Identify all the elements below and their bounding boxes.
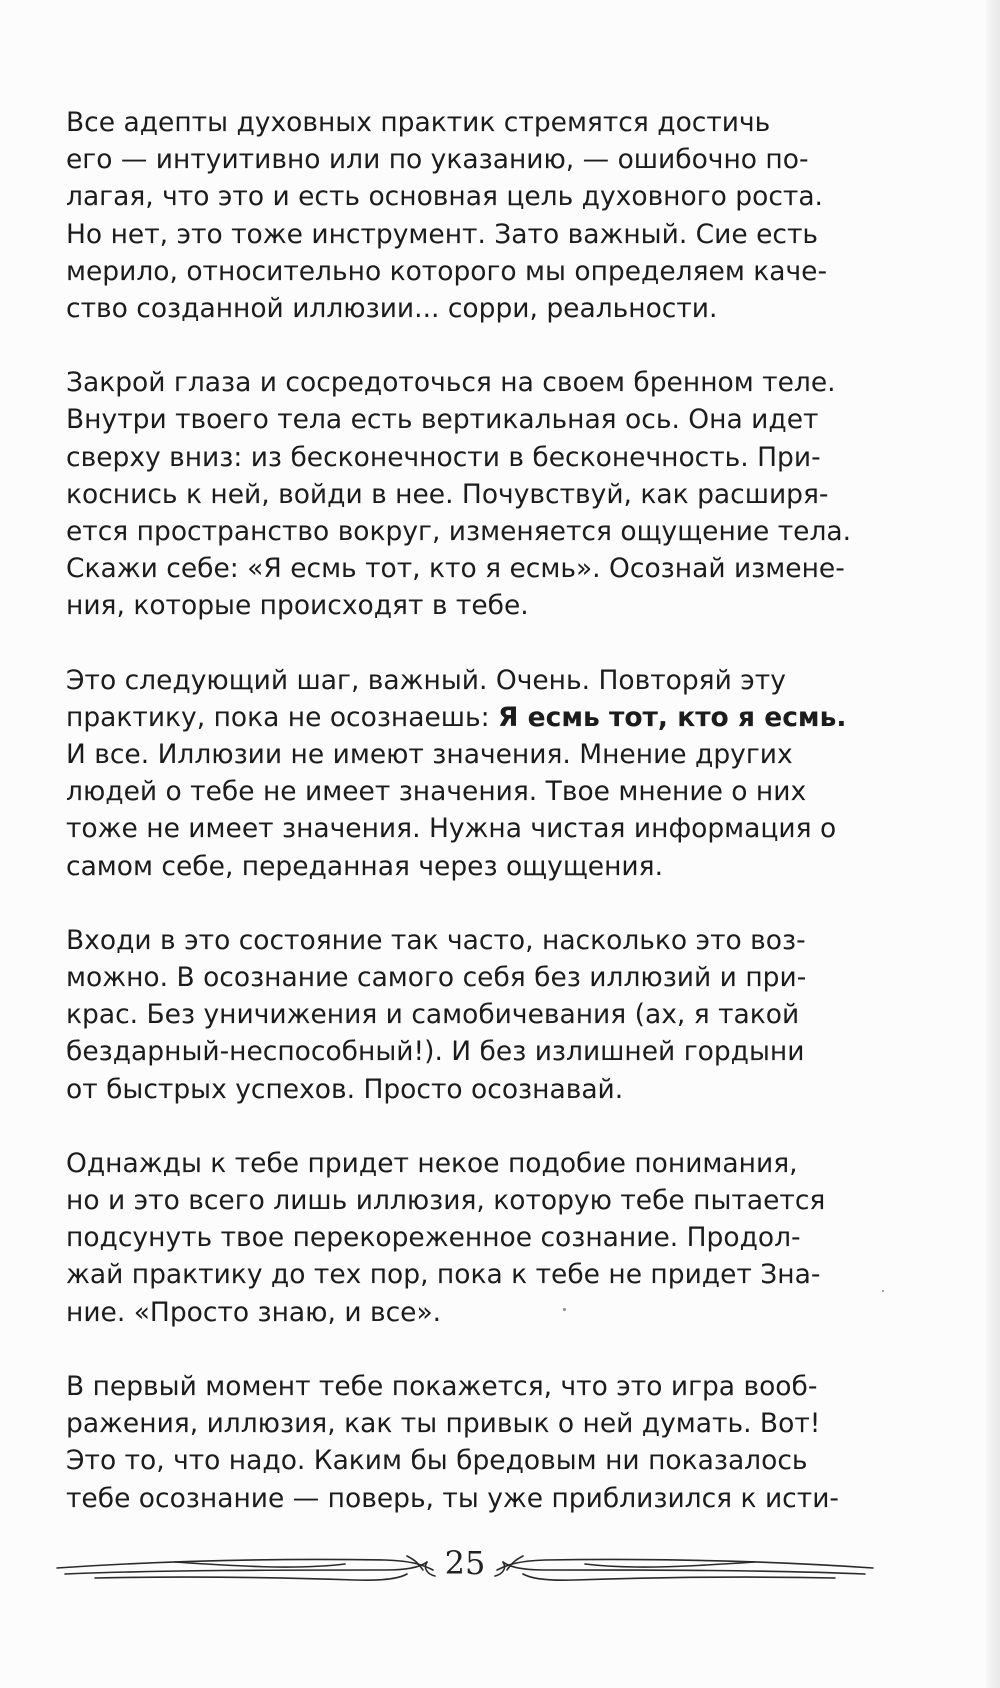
paragraph-3-text-start: Это следующий шаг, важный. Очень. Повторяй эту практику, пока не осознаешь:: [66, 664, 786, 733]
paragraph-5: Однажды к тебе придет некое подобие понимания, но и это всего лишь иллюзия, которую тебе пытается подсунуть твое перекореженное сознание. Продол- жай практику до тех пор, пока к тебе не придет Зна- ние. «Просто знаю, и все».: [66, 1147, 826, 1328]
paragraph-4: Входи в это состояние так часто, насколько это воз- можно. В осознание самого себя без иллюзий и при- крас. Без уничижения и самобичевания (ах, я такой бездарный-неспособный!). И без излишней гордыни от быстрых успехов. Просто осознавай.: [66, 924, 807, 1105]
body-text: [66, 104, 866, 1554]
paragraph-3: [66, 662, 866, 885]
emphasized-statement: Я есмь тот, кто я есмь.: [498, 701, 847, 733]
paper-speck: [563, 1308, 566, 1311]
paragraph-6: В первый момент тебе покажется, что это игра вооб- ражения, иллюзия, как ты привык о ней думать. Вот! Это то, что надо. Каким бы бредовым ни показалось тебе осознание — поверь, ты уже приблизился к исти-: [66, 1370, 839, 1514]
paragraph-1: Все адепты духовных практик стремятся достичь его — интуитивно или по указанию, — ошибочно по- лагая, что это и есть основная цель духовного роста. Но нет, это тоже инструмент. Зато важный. Сие есть мерило, относительно которого мы определяем каче- ство созданной иллюзии... сорри, реальности.: [66, 107, 828, 325]
page-edge-shadow: [986, 0, 1000, 1688]
page-footer: [55, 1540, 875, 1590]
paper-speck: [882, 1290, 884, 1292]
paragraph-3-text-end: И все. Иллюзии не имеют значения. Мнение других людей о тебе не имеет значения. Твое мнение о них тоже не имеет значения. Нужна чистая информация о самом себе, переданная через ощущения.: [66, 739, 837, 882]
page-number: 25: [444, 1544, 486, 1582]
paragraph-2: Закрой глаза и сосредоточься на своем бренном теле. Внутри твоего тела есть вертикальная ось. Она идет сверху вниз: из бесконечности в бесконечность. При- коснись к ней, войди в нее. Почувствуй, как расширя- ется пространство вокруг, изменяется ощущение тела. Скажи себе: «Я есмь тот, кто я есмь». Осознай измене- ния, которые происходят в тебе.: [66, 367, 852, 622]
